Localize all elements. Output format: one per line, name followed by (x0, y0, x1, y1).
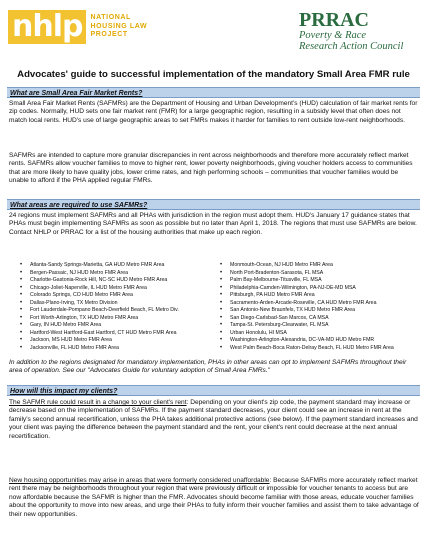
region-list-item: • Bergen-Passaic, NJ HUD Metro FMR Area (20, 270, 220, 278)
region-list-item: • Tampa-St. Petersburg-Clearwater, FL MSA (220, 322, 420, 330)
region-list-item: • West Palm Beach-Boca Raton-Delray Beach, FL HUD Metro FMR Area (220, 345, 420, 353)
region-list-item: • Monmouth-Ocean, NJ HUD Metro FMR Area (220, 262, 420, 270)
section-heading: What are Small Area Fair Market Rents? (7, 87, 420, 98)
region-list-left (20, 262, 220, 352)
prrac-logo-line: Research Action Council (299, 41, 404, 52)
region-list-item: • Pittsburgh, PA HUD Metro FMR Area (220, 292, 420, 300)
letterhead (8, 10, 419, 58)
prrac-logo (299, 10, 417, 52)
nhlp-logo-line: HOUSING LAW (90, 22, 148, 30)
section-heading: How will this impact my clients? (7, 385, 420, 396)
nhlp-logo (8, 10, 147, 44)
region-list-item: • North Port-Bradenton-Sarasota, FL MSA (220, 270, 420, 278)
region-list-item: • Atlanta-Sandy Springs-Marietta, GA HUD Metro FMR Area (20, 262, 220, 270)
region-list-item: • Dallas-Plano-Irving, TX Metro Division (20, 300, 220, 308)
paragraph: Small Area Fair Market Rents (SAFMRs) are the Department of Housing and Urban Development's (HUD) calculation of fair market rents for zip codes. Normally, HUD sets one fair market rent (FMR) for a large geographic region, resulting in a subsidy level that often does not match local rents. HUD's use of large geographic areas to set FMRs makes it harder for families to rent outside low-rent neighborhoods. (9, 100, 418, 124)
region-list-item: • Charlotte-Gastonia-Rock Hill, NC-SC HUD Metro FMR Area (20, 277, 220, 285)
nhlp-logo-line: PROJECT (90, 31, 128, 39)
section-heading: What areas are required to use SAFMRs? (7, 199, 420, 210)
prrac-logo-mark: PRRAC (299, 9, 369, 31)
nhlp-logo-mark: nhlp (8, 10, 86, 44)
region-list-right (220, 262, 420, 352)
region-list-item: • Hartford-West Hartford-East Hartford, CT HUD Metro FMR Area (20, 330, 220, 338)
region-list-item: • Philadelphia-Camden-Wilmington, PA-NJ-DE-MD MSA (220, 285, 420, 293)
paragraph: SAFMRs are intended to capture more granular discrepancies in rent across neighborhoods and therefore more accurately reflect market rents. SAFMRs allow voucher families to move to higher rent, lower poverty neighborhoods, giving voucher holders access to communities that are more likely to have quality jobs, lower crime rates, and high performing schools – communities that voucher families would be unable to afford if the PHA applied regular FMRs. (9, 152, 413, 185)
paragraph: In addition to the regions designated for mandatory implementation, PHAs in other areas can opt to implement SAFMRs throughout their area of operation. See our "Advocates Guide for voluntary adoption of Small Area FMRs." (9, 359, 407, 375)
region-list-item: • Jacksonville, FL HUD Metro FMR Area (20, 345, 220, 353)
region-list-item: • Sacramento-Arden-Arcade-Roseville, CA HUD Metro FMR Area (220, 300, 420, 308)
region-lists (20, 262, 420, 352)
region-list-item: • San Antonio-New Braunfels, TX HUD Metro FMR Area (220, 307, 420, 315)
region-list-item: • Urban Honolulu, HI MSA (220, 330, 420, 338)
paragraph: 24 regions must implement SAFMRs and all PHAs with jurisdiction in the region must adopt them. HUD's January 17 guidance states that PHAs must begin implementing SAFMRs as soon as possible but no later than April 1, 2018. The regions that must use SAFMRs are below. Contact NHLP or PRRAC for a list of the housing authorities that make up each region. (9, 212, 417, 236)
paragraph (9, 399, 419, 441)
nhlp-logo-text (90, 14, 147, 40)
region-list-item: • Gary, IN HUD Metro FMR Area (20, 322, 220, 330)
paragraph (9, 477, 419, 519)
region-list-item: • Jackson, MS HUD Metro FMR Area (20, 337, 220, 345)
region-list-item: • Fort Worth-Arlington, TX HUD Metro FMR Area (20, 315, 220, 323)
paragraph-lead: New housing opportunities may arise in areas that were formerly considered unaffordable (9, 477, 270, 484)
nhlp-logo-line: NATIONAL (90, 14, 131, 22)
paragraph-lead: The SAFMR rule could result in a change to your client's rent (9, 399, 187, 406)
paragraph-body: : Depending on your client's zip code, the payment standard may increase or decrease based on the implementation of SAFMRs. If the payment standard decreases, your client could see an increase in rent at the family's second annual recertification, unless the PHA takes additional protective actions (see below). If the payment standard increases and your client was paying the difference between the payment standard and the rent, your client's rent could decrease at the next annual recertification. (9, 399, 418, 440)
region-list-item: • Colorado Springs, CO HUD Metro FMR Area (20, 292, 220, 300)
prrac-logo-line: Poverty & Race (299, 30, 367, 41)
document-title: Advocates' guide to successful implementation of the mandatory Small Area FMR rule (17, 69, 410, 80)
region-list-item: • Palm Bay-Melbourne-Titusville, FL MSA (220, 277, 420, 285)
paragraph-body: : Because SAFMRs more accurately reflect market rent there may be neighborhoods throughout your region that were previously difficult or impossible for voucher tenants to access but are now affordable because the SAFMR is higher than the FMR. Advocates should become familiar with those areas, educate voucher families about the opportunity to move into new areas, and urge their PHAs to fully inform their voucher families and assist them to take advantage of their new opportunities. (9, 477, 419, 518)
region-list-item: • Fort Lauderdale-Pompano Beach-Deerfield Beach, FL Metro Div. (20, 307, 220, 315)
region-list-item: • San Diego-Carlsbad-San Marcos, CA MSA (220, 315, 420, 323)
region-list-item: • Washington-Arlington-Alexandria, DC-VA-MD HUD Metro FMR (220, 337, 420, 345)
region-list-item: • Chicago-Joliet-Naperville, IL HUD Metro FMR Area (20, 285, 220, 293)
